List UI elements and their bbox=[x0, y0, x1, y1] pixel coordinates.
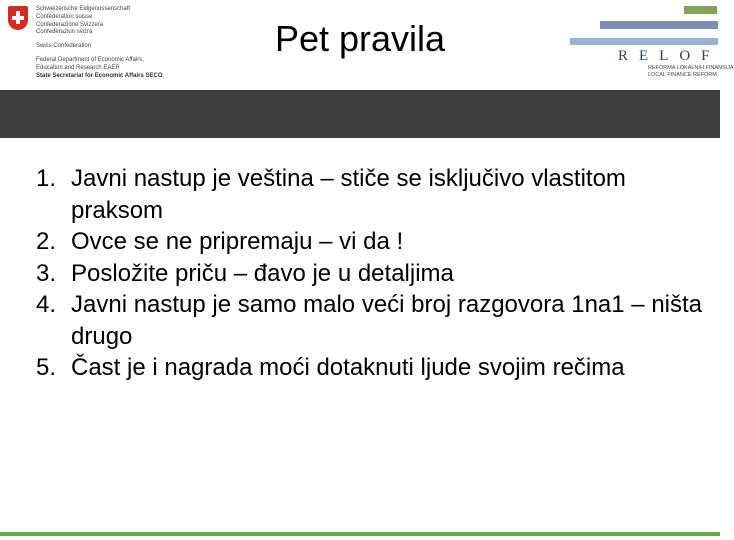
swiss-logo-line: Swiss Confederation bbox=[36, 43, 92, 50]
swiss-logo-line: Schweizerische Eidgenossenschaft bbox=[36, 6, 131, 12]
list-item-number: 3. bbox=[36, 259, 57, 287]
list-item-text: Ovce se ne pripremaju – vi da ! bbox=[71, 228, 404, 255]
swiss-logo-line: Education and Research EAER bbox=[36, 64, 120, 71]
relof-name: RELOF bbox=[618, 48, 721, 64]
relof-logo bbox=[570, 6, 734, 82]
list-item-text: Javni nastup je veština – stiče se isključivo vlastitom praksom bbox=[71, 165, 626, 224]
list-item-text: Čast je i nagrada moći dotaknuti ljude svojim rečima bbox=[71, 354, 625, 381]
logo-bar-green bbox=[684, 6, 717, 14]
list-item-text: Javni nastup je samo malo veći broj razgovora 1na1 – ništa drugo bbox=[71, 291, 703, 350]
list-item bbox=[36, 352, 716, 384]
swiss-logo-line: Confederazione Svizzera bbox=[36, 21, 104, 28]
swiss-logo-line: Confédération suisse bbox=[36, 13, 93, 20]
list-item bbox=[36, 226, 716, 258]
list-item-number: 1. bbox=[36, 165, 57, 192]
list-item bbox=[36, 289, 716, 352]
relof-subtitle bbox=[648, 65, 734, 79]
list-item-number: 2. bbox=[36, 228, 57, 255]
page-title: Pet pravila bbox=[274, 18, 446, 59]
list-item-number: 4. bbox=[36, 291, 57, 318]
list-item bbox=[36, 258, 716, 290]
header-band bbox=[0, 90, 720, 138]
relof-subtitle-line: LOCAL FINANCE REFORM bbox=[648, 72, 717, 78]
logo-bar-light-blue bbox=[570, 38, 718, 45]
relof-subtitle-line: REFORMA LOKALNIH FINANSIJA bbox=[648, 65, 734, 71]
list-item-number: 5. bbox=[36, 354, 57, 381]
list-item bbox=[36, 163, 716, 226]
swiss-logo-line: Federal Department of Economic Affairs, bbox=[36, 56, 144, 63]
swiss-logo-line: Confederaziun svizra bbox=[36, 29, 93, 36]
logo-bar-blue bbox=[600, 21, 718, 29]
swiss-logo-line: State Secretariat for Economic Affairs SECO bbox=[36, 72, 163, 79]
rules-list bbox=[36, 163, 716, 384]
bottom-accent-line bbox=[0, 532, 720, 536]
list-item-text: Posložite priču – đavo je u detaljima bbox=[71, 259, 454, 287]
